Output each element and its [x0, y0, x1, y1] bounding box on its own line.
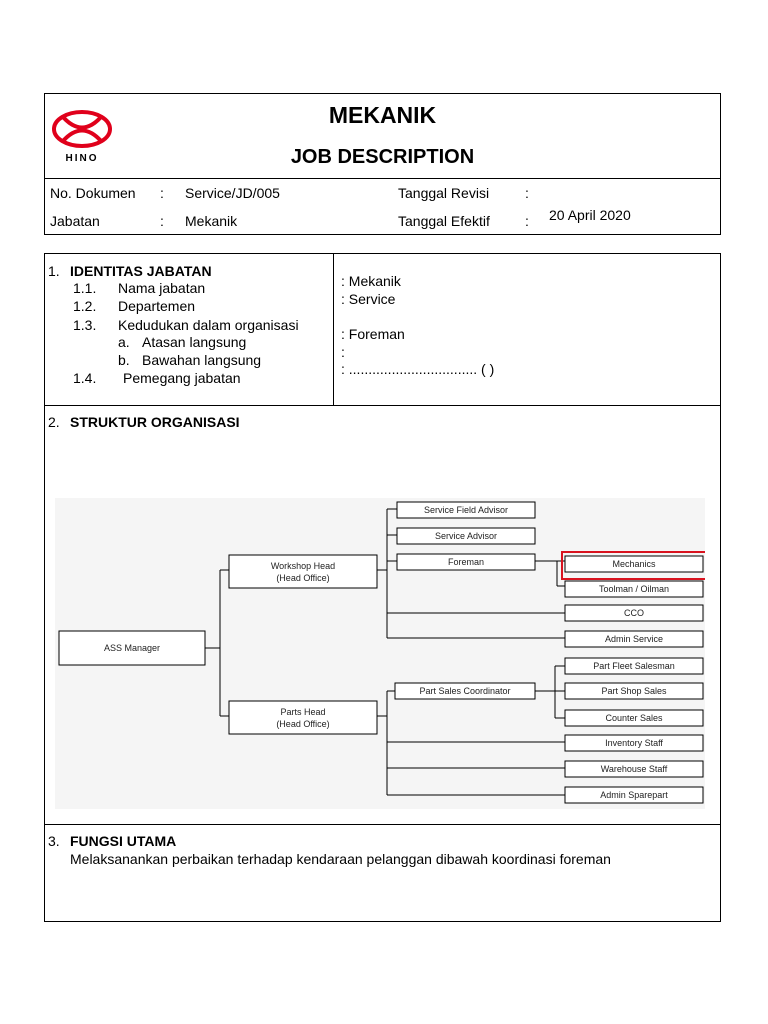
org-node: CCO	[624, 608, 644, 618]
org-chart-svg	[55, 498, 705, 809]
tanggal-efektif-value: 20 April 2020	[549, 207, 631, 223]
header-box	[44, 93, 721, 235]
org-node: Foreman	[447, 557, 485, 567]
jabatan-value: Mekanik	[185, 213, 238, 229]
section1-bottom	[45, 405, 720, 406]
org-chart	[55, 498, 705, 809]
org-node: Parts Head	[280, 707, 326, 717]
tanggal-revisi-label: Tanggal Revisi	[398, 185, 490, 201]
org-node: Service Advisor	[434, 531, 498, 541]
item-label: Kedudukan dalam organisasi	[118, 317, 299, 333]
tanggal-efektif-label: Tanggal Efektif	[398, 213, 490, 229]
org-node: Inventory Staff	[605, 738, 663, 748]
logo-text: HINO	[65, 153, 99, 164]
org-node: ASS Manager	[103, 643, 161, 653]
no-dokumen-value: Service/JD/005	[185, 185, 280, 201]
org-node: Counter Sales	[605, 713, 663, 723]
org-node: Warehouse Staff	[600, 764, 668, 774]
parts-head-box	[229, 701, 377, 734]
item-label: Bawahan langsung	[142, 352, 262, 368]
section1-number: 1.	[48, 263, 60, 279]
item-label: Pemegang jabatan	[123, 370, 241, 386]
org-node: (Head Office)	[276, 573, 330, 583]
nama-jabatan-value: : Mekanik	[341, 273, 401, 289]
org-node: Workshop Head	[270, 561, 336, 571]
item-number: 1.3.	[73, 317, 97, 333]
page-title: MEKANIK	[328, 102, 437, 128]
org-node: Admin Sparepart	[600, 790, 668, 800]
org-node: Part Sales Coordinator	[419, 686, 511, 696]
section2-bottom	[45, 824, 720, 825]
section3-text: Melaksanankan perbaikan terhadap kendaraan pelanggan dibawah koordinasi foreman	[70, 851, 611, 867]
org-node: Toolman / Oilman	[598, 584, 670, 594]
departemen-value: : Service	[341, 291, 396, 307]
section1-heading: IDENTITAS JABATAN	[70, 263, 212, 279]
org-node: Part Fleet Salesman	[593, 661, 675, 671]
colon: :	[160, 185, 164, 201]
atasan-value: : Foreman	[341, 326, 405, 342]
header-divider	[45, 178, 720, 179]
section2-number: 2.	[48, 414, 60, 430]
section3-number: 3.	[48, 833, 60, 849]
pemegang-value: : ................................. ( )	[341, 361, 495, 377]
org-node: Service Field Advisor	[423, 505, 509, 515]
item-number: 1.2.	[73, 298, 97, 314]
section1-divider	[333, 254, 334, 405]
item-label: Nama jabatan	[118, 280, 206, 296]
org-node: Mechanics	[612, 559, 656, 569]
org-node: Part Shop Sales	[601, 686, 667, 696]
page-subtitle: JOB DESCRIPTION	[290, 146, 475, 168]
content-box	[44, 253, 721, 922]
jabatan-label: Jabatan	[50, 213, 100, 229]
section3-heading: FUNGSI UTAMA	[70, 833, 177, 849]
colon: :	[525, 185, 529, 201]
bawahan-value: :	[341, 344, 345, 360]
org-node: (Head Office)	[276, 719, 330, 729]
item-number: a.	[118, 334, 130, 350]
colon: :	[525, 213, 529, 229]
workshop-head-box	[229, 555, 377, 588]
item-number: 1.4.	[73, 370, 97, 386]
item-number: 1.1.	[73, 280, 97, 296]
org-node: Admin Service	[604, 634, 664, 644]
item-label: Atasan langsung	[142, 334, 247, 350]
item-number: b.	[118, 352, 130, 368]
org-connectors	[205, 509, 565, 795]
section2-heading: STRUKTUR ORGANISASI	[70, 414, 240, 430]
colon: :	[160, 213, 164, 229]
item-label: Departemen	[118, 298, 196, 314]
no-dokumen-label: No. Dokumen	[50, 185, 136, 201]
